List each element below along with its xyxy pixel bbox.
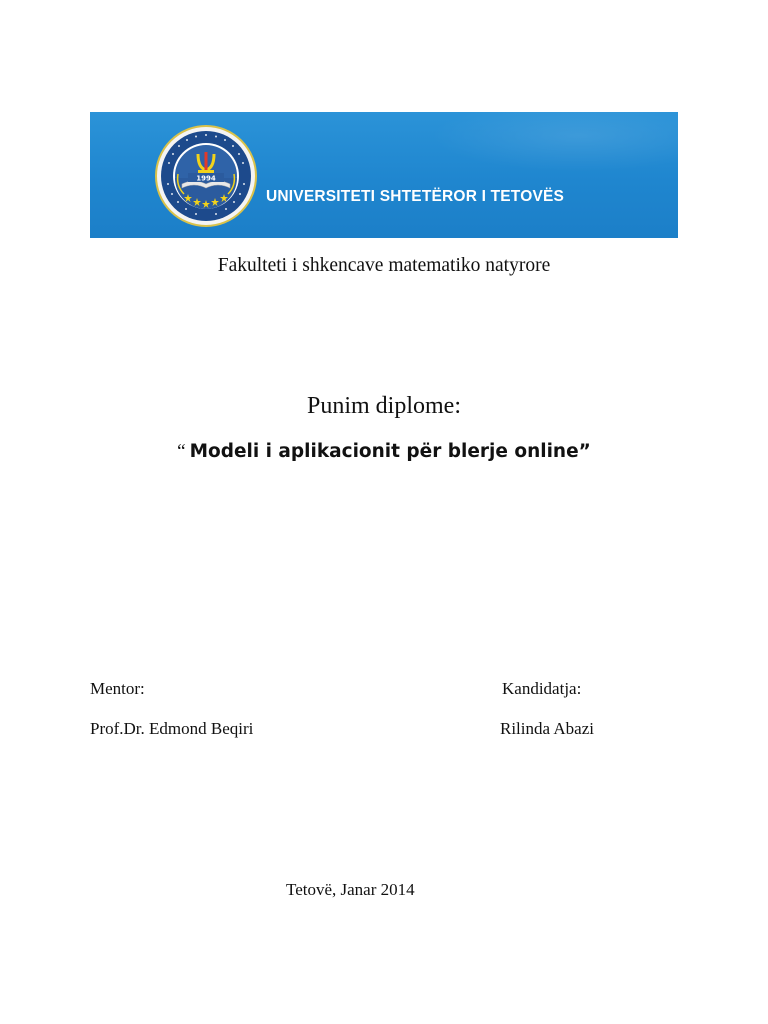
mentor-name: Prof.Dr. Edmond Beqiri — [90, 719, 254, 738]
mentor-label: Mentor: — [90, 679, 145, 698]
place-and-date: Tetovë, Janar 2014 — [286, 880, 415, 899]
thesis-type-label: Punim diplome: — [306, 393, 461, 419]
university-name: UNIVERSITETI SHTETËROR I TETOVËS — [266, 188, 565, 205]
seal-year: 1994 — [196, 174, 216, 183]
university-seal-logo — [154, 124, 258, 228]
thesis-title-line — [0, 441, 768, 463]
title-open-quote: “ — [177, 441, 186, 462]
candidate-label: Kandidatja: — [502, 679, 582, 698]
thesis-title: Modeli i aplikacionit për blerje online” — [189, 441, 591, 462]
university-banner — [90, 112, 678, 238]
candidate-name: Rilinda Abazi — [500, 719, 594, 738]
faculty-name: Fakulteti i shkencave matematiko natyrore — [217, 255, 551, 276]
banner-highlight — [430, 112, 678, 172]
